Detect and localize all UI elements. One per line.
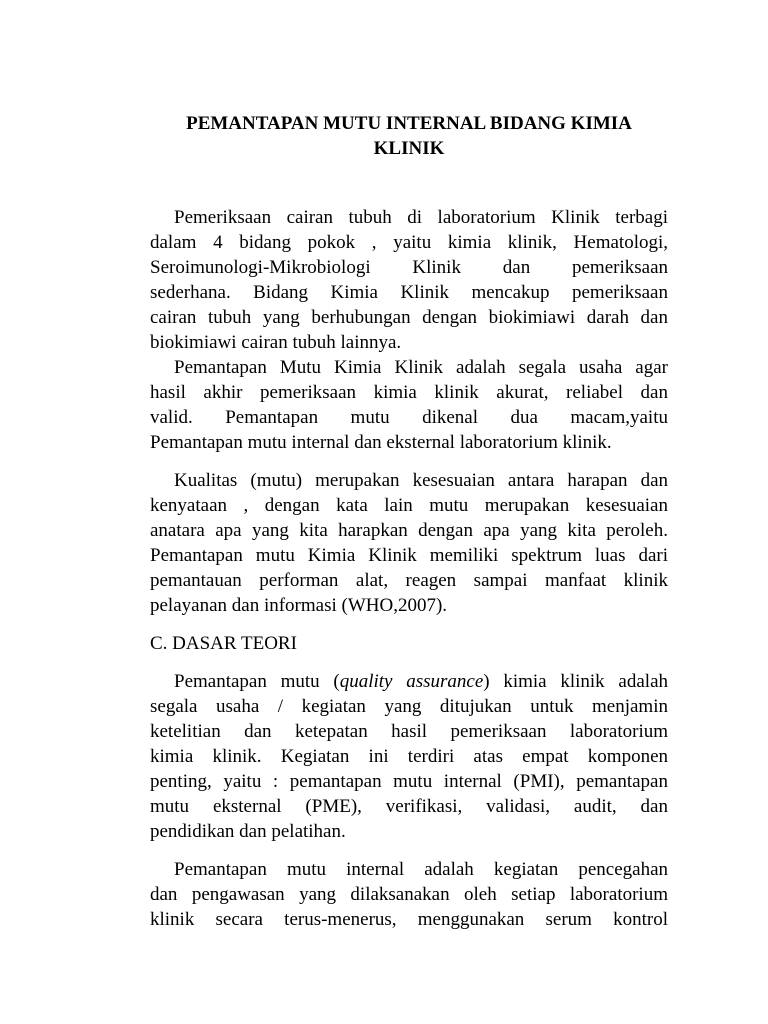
text-line: hasil akhir pemeriksaan kimia klinik akurat, reliabel dan	[150, 382, 668, 403]
text-line: mutu eksternal (PME), verifikasi, validasi, audit, dan	[150, 796, 668, 817]
text-line: klinik secara terus-menerus, menggunakan serum kontrol	[150, 909, 668, 930]
section-heading-text: C. DASAR TEORI	[150, 633, 297, 654]
text-line: Seroimunologi-Mikrobiologi Klinik dan pemeriksaan	[150, 257, 668, 278]
text-run: Pemantapan mutu (	[174, 671, 340, 692]
text-line: Pemantapan mutu Kimia Klinik memiliki spektrum luas dari	[150, 545, 668, 566]
paragraph-pemantapan-mutu	[150, 355, 668, 455]
text-line: kenyataan , dengan kata lain mutu merupakan kesesuaian	[150, 495, 668, 516]
section-heading-dasar-teori	[150, 631, 668, 656]
text-line: ketelitian dan ketepatan hasil pemeriksaan laboratorium	[150, 721, 668, 742]
text-line: dalam 4 bidang pokok , yaitu kimia klinik, Hematologi,	[150, 232, 668, 253]
title-line-2: KLINIK	[373, 138, 445, 159]
text-line: penting, yaitu : pemantapan mutu internal (PMI), pemantapan	[150, 771, 668, 792]
text-line: Pemeriksaan cairan tubuh di laboratorium Klinik terbagi	[174, 207, 668, 228]
title-line-1: PEMANTAPAN MUTU INTERNAL BIDANG KIMIA	[186, 113, 632, 134]
text-line: cairan tubuh yang berhubungan dengan biokimiawi darah dan	[150, 307, 668, 328]
text-line: biokimiawi cairan tubuh lainnya.	[150, 332, 402, 353]
text-line: pelayanan dan informasi (WHO,2007).	[150, 595, 448, 616]
text-line: Pemantapan Mutu Kimia Klinik adalah segala usaha agar	[174, 357, 668, 378]
text-line: pemantauan performan alat, reagen sampai manfaat klinik	[150, 570, 668, 591]
text-line	[150, 669, 668, 694]
paragraph-pmi	[150, 857, 668, 932]
text-line: kimia klinik. Kegiatan ini terdiri atas empat komponen	[150, 746, 668, 767]
document-title	[150, 111, 668, 161]
text-run: ) kimia klinik adalah	[483, 671, 668, 692]
text-line: segala usaha / kegiatan yang ditujukan untuk menjamin	[150, 696, 668, 717]
italic-term: quality assurance	[339, 671, 484, 692]
paragraph-kualitas	[150, 468, 668, 618]
paragraph-cairan-tubuh	[150, 205, 668, 355]
text-line: Kualitas (mutu) merupakan kesesuaian antara harapan dan	[174, 470, 668, 491]
text-line: Pemantapan mutu internal adalah kegiatan pencegahan	[174, 859, 668, 880]
text-line: dan pengawasan yang dilaksanakan oleh setiap laboratorium	[150, 884, 668, 905]
document-body	[150, 205, 668, 932]
paragraph-quality-assurance	[150, 669, 668, 844]
text-line: Pemantapan mutu internal dan eksternal laboratorium klinik.	[150, 432, 612, 453]
text-line: valid. Pemantapan mutu dikenal dua macam,yaitu	[150, 407, 668, 428]
text-line: sederhana. Bidang Kimia Klinik mencakup pemeriksaan	[150, 282, 668, 303]
text-line: anatara apa yang kita harapkan dengan apa yang kita peroleh.	[150, 520, 668, 541]
text-line: pendidikan dan pelatihan.	[150, 821, 346, 842]
